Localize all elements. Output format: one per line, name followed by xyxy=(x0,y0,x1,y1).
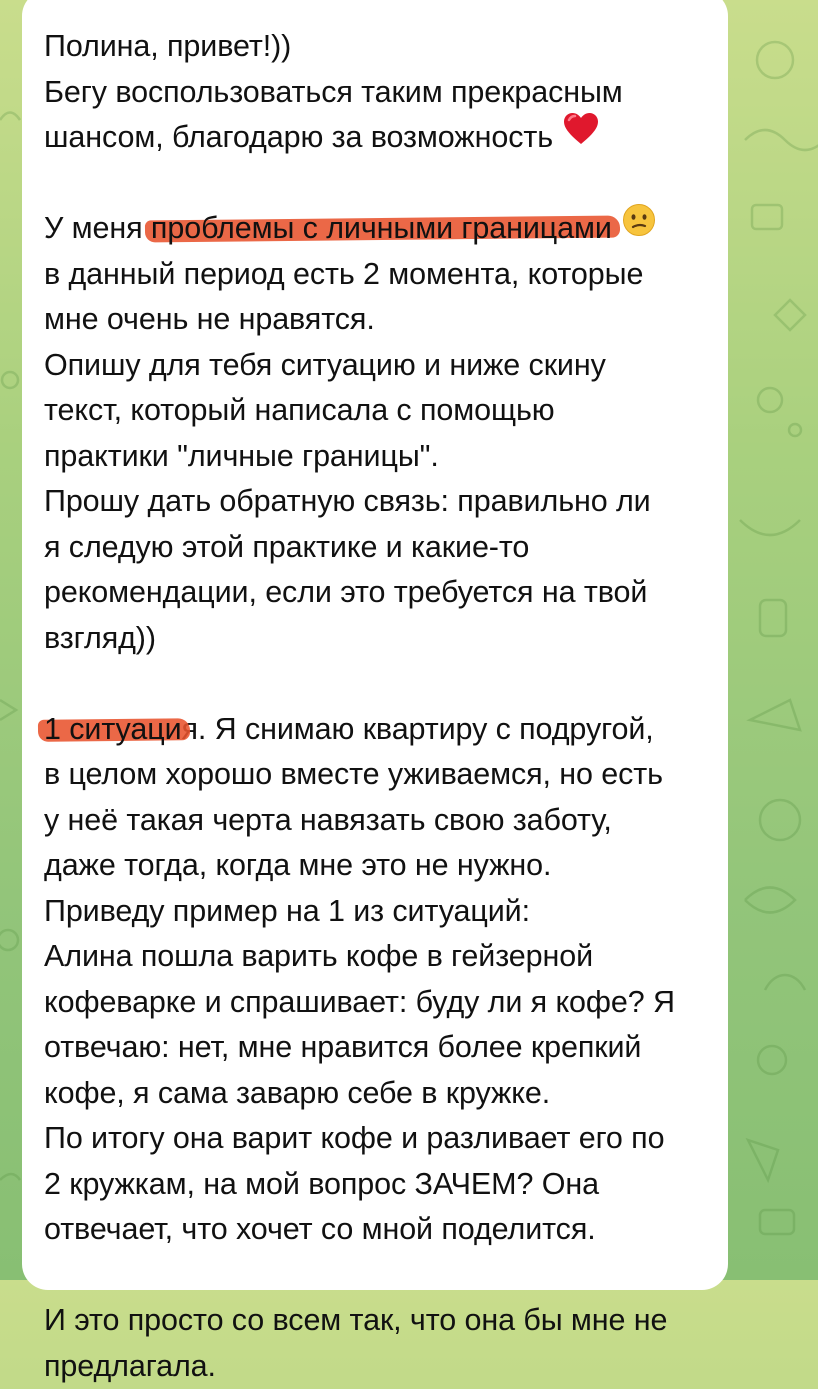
greeting-text: Полина, привет!)) xyxy=(44,29,291,63)
message-line: И это просто со всем так, что она бы мне не xyxy=(44,1298,710,1344)
message-line: 2 кружкам, на мой вопрос ЗАЧЕМ? Она xyxy=(44,1162,710,1208)
message-line: шансом, благодарю за возможность xyxy=(44,115,710,161)
message-line: Опишу для тебя ситуацию и ниже скину xyxy=(44,343,710,389)
message-line: у неё такая черта навязать свою заботу, xyxy=(44,798,710,844)
message-line: Бегу воспользоваться таким прекрасным xyxy=(44,70,710,116)
message-line: мне очень не нравятся. xyxy=(44,297,710,343)
message-bubble xyxy=(22,0,728,1290)
message-text xyxy=(44,24,710,1389)
highlighted-text: 1 ситуаци xyxy=(44,712,182,746)
highlighted-text: проблемы с личными границами xyxy=(151,211,612,245)
message-line: кофеварке и спрашивает: буду ли я кофе? Я xyxy=(44,980,710,1026)
message-line: взгляд)) xyxy=(44,616,710,662)
message-line: даже тогда, когда мне это не нужно. xyxy=(44,843,710,889)
message-line: кофе, я сама заварю себе в кружке. xyxy=(44,1071,710,1117)
message-line: практики "личные границы". xyxy=(44,434,710,480)
message-line: в целом хорошо вместе уживаемся, но есть xyxy=(44,752,710,798)
message-line: предлагала. xyxy=(44,1344,710,1389)
message-line: рекомендации, если это требуется на твой xyxy=(44,570,710,616)
message-line: 1 ситуация. Я снимаю квартиру с подругой, xyxy=(44,707,710,753)
message-line: Приведу пример на 1 из ситуаций: xyxy=(44,889,710,935)
message-line: У меня проблемы с личными границами xyxy=(44,206,710,252)
red-heart-icon xyxy=(563,112,599,160)
message-line: отвечаю: нет, мне нравится более крепкий xyxy=(44,1025,710,1071)
message-line: Алина пошла варить кофе в гейзерной xyxy=(44,934,710,980)
message-line: в данный период есть 2 момента, которые xyxy=(44,252,710,298)
message-line xyxy=(44,24,710,70)
message-line: я следую этой практике и какие-то xyxy=(44,525,710,571)
message-line: Прошу дать обратную связь: правильно ли xyxy=(44,479,710,525)
message-line: По итогу она варит кофе и разливает его по xyxy=(44,1116,710,1162)
message-line: отвечает, что хочет со мной поделится. xyxy=(44,1207,710,1253)
message-line: текст, который написала с помощью xyxy=(44,388,710,434)
confused-face-icon xyxy=(622,203,656,251)
